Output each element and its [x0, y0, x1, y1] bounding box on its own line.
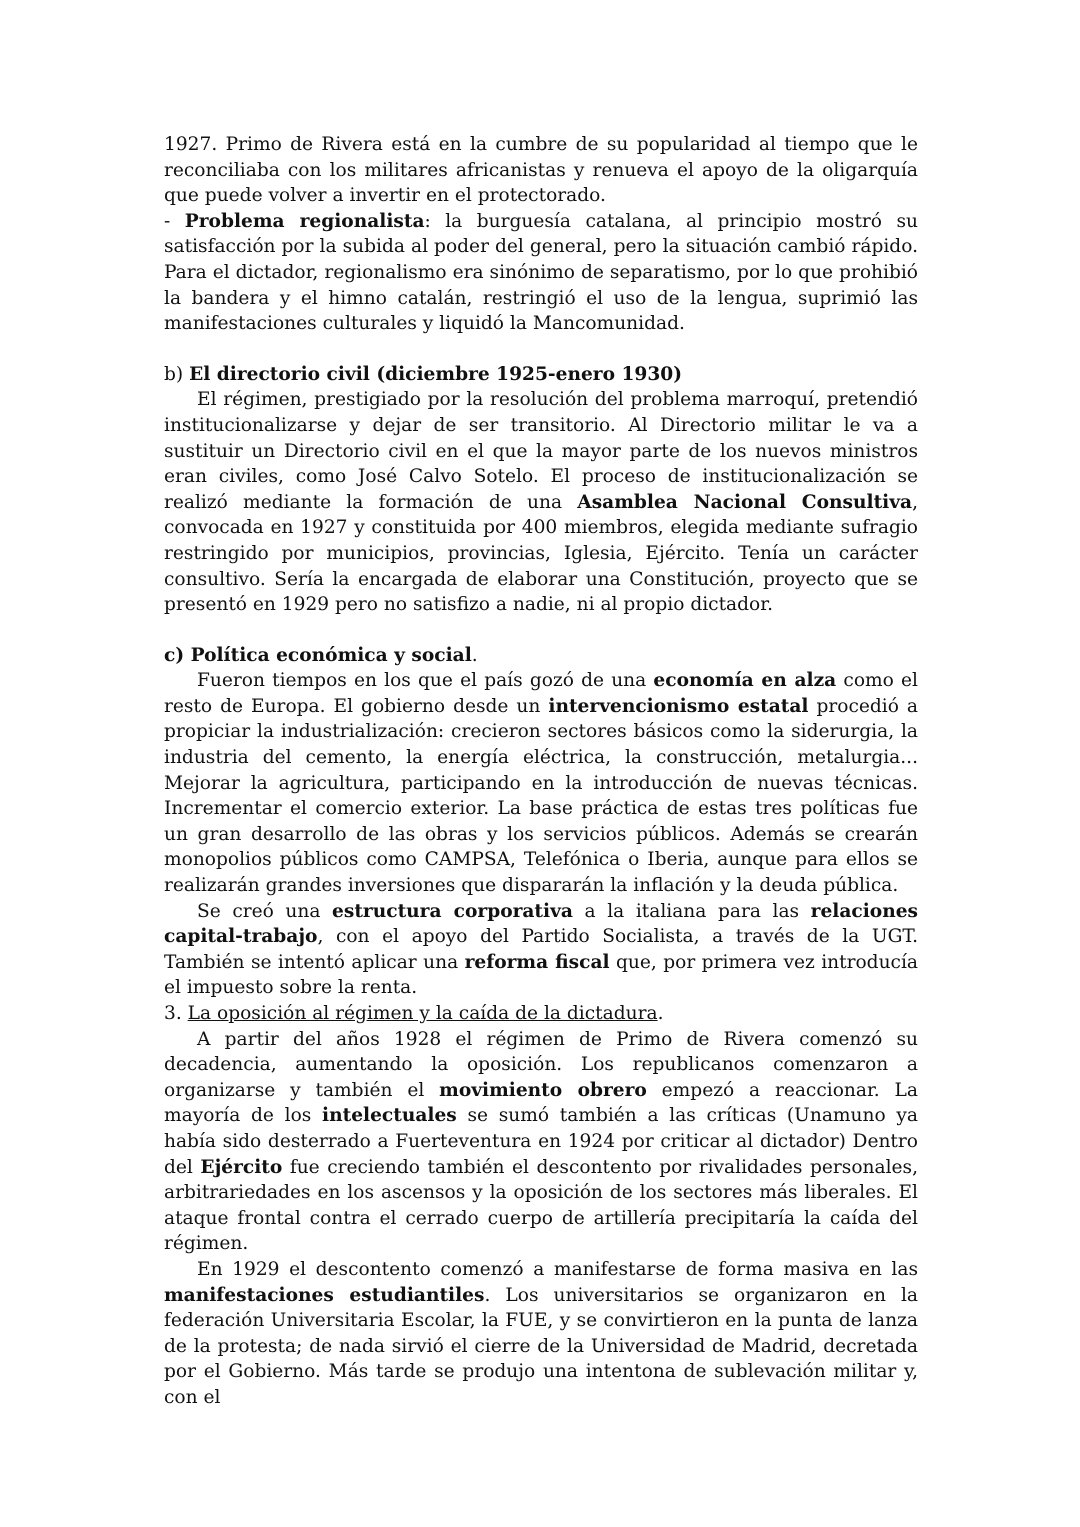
bold-term: intervencionismo estatal: [548, 695, 809, 717]
section-heading-3: 3. La oposición al régimen y la caída de la dictadura.: [164, 1003, 664, 1024]
section-heading-c: c) Política económica y social.: [164, 644, 478, 666]
document-body: [164, 132, 918, 1411]
paragraph-corporative: Se creó una estructura corporativa a la italiana para las relaciones capital-trabajo, con el apoyo del Partido Socialista, a través de la UGT. También se intentó aplicar una reforma fiscal que, por primera vez introducía el impuesto sobre la renta.: [164, 900, 919, 999]
paragraph-regional-problem: - Problema regionalista: la burguesía catalana, al principio mostró su satisfacción por la subida al poder del general, pero la situación cambió rápido. Para el dictador, regionalismo era sinónimo de separatismo, por lo que prohibió la bandera y el himno catalán, restringió el uso de la lengua, suprimió las manifestaciones culturales y liquidó la Mancomunidad.: [164, 210, 918, 335]
bold-term: intelectuales: [322, 1105, 457, 1127]
bold-term: economía en alza: [653, 670, 837, 692]
paragraph-civil-directory: El régimen, prestigiado por la resolución del problema marroquí, pretendió institucionalizarse y dejar de ser transitorio. Al Directorio militar le va a sustituir un Directorio civil en el que la mayor parte de los nuevos ministros eran civiles, como José Calvo Sotelo. El proceso de institucionalización se realizó mediante la formación de una Asamblea Nacional Consultiva, convocada en 1927 y constituida por 400 miembros, elegida mediante sufragio restringido por municipios, provincias, Iglesia, Ejército. Tenía un carácter consultivo. Sería la encargada de elaborar una Constitución, proyecto que se presentó en 1929 pero no satisfizo a nadie, ni al propio dictador.: [164, 389, 919, 616]
paragraph-economy: Fueron tiempos en los que el país gozó de una economía en alza como el resto de Europa. El gobierno desde un intervencionismo estatal procedió a propiciar la industrialización: crecieron sectores básicos como la siderurgia, la industria del cemento, la energía eléctrica, la construcción, metalurgia... Mejorar la agricultura, participando en la introducción de nuevas técnicas. Incrementar el comercio exterior. La base práctica de estas tres políticas fue un gran desarrollo de las obras y los servicios públicos. Además se crearán monopolios públicos como CAMPSA, Telefónica o Iberia, aunque para ellos se realizarán grandes inversiones que dispararán la inflación y la deuda pública.: [164, 670, 918, 897]
section-title: c) Política económica y social: [164, 644, 472, 666]
bold-term: movimiento obrero: [439, 1079, 647, 1101]
bold-term: manifestaciones estudiantiles: [164, 1284, 485, 1306]
bold-term: relaciones capital-trabajo: [164, 900, 919, 948]
bold-term: Asamblea Nacional Consultiva: [577, 491, 913, 513]
bold-term: reforma fiscal: [464, 951, 610, 973]
bold-term: Ejército: [200, 1156, 283, 1178]
paragraph-intro: 1927. Primo de Rivera está en la cumbre de su popularidad al tiempo que le reconciliaba con los militares africanistas y renueva el apoyo de la oligarquía que puede volver a invertir en el protectorado.: [164, 134, 918, 207]
section-heading-b: b) El directorio civil (diciembre 1925-enero 1930): [164, 363, 683, 385]
paragraph-students: En 1929 el descontento comenzó a manifestarse de forma masiva en las manifestaciones estudiantiles. Los universitarios se organizaron en la federación Universitaria Escolar, la FUE, y se convirtieron en la punta de lanza de la protesta; de nada sirvió el cierre de la Universidad de Madrid, decretada por el Gobierno. Más tarde se produjo una intentona de sublevación militar y, con el: [164, 1258, 918, 1408]
bold-term: estructura corporativa: [332, 900, 573, 922]
section-title: El directorio civil (diciembre 1925-enero 1930): [189, 363, 683, 385]
paragraph-opposition: A partir del años 1928 el régimen de Primo de Rivera comenzó su decadencia, aumentando la oposición. Los republicanos comenzaron a organizarse y también el movimiento obrero empezó a reaccionar. La mayoría de los intelectuales se sumó también a las críticas (Unamuno ya había sido desterrado a Fuerteventura en 1924 por criticar al dictador) Dentro del Ejército fue creciendo también el descontento por rivalidades personales, arbitrariedades en los ascensos y la oposición de los sectores más liberales. El ataque frontal contra el cerrado cuerpo de artillería precipitaría la caída del régimen.: [164, 1028, 918, 1255]
section-title: La oposición al régimen y la caída de la dictadura: [187, 1003, 658, 1024]
bold-term: Problema regionalista: [184, 210, 425, 232]
